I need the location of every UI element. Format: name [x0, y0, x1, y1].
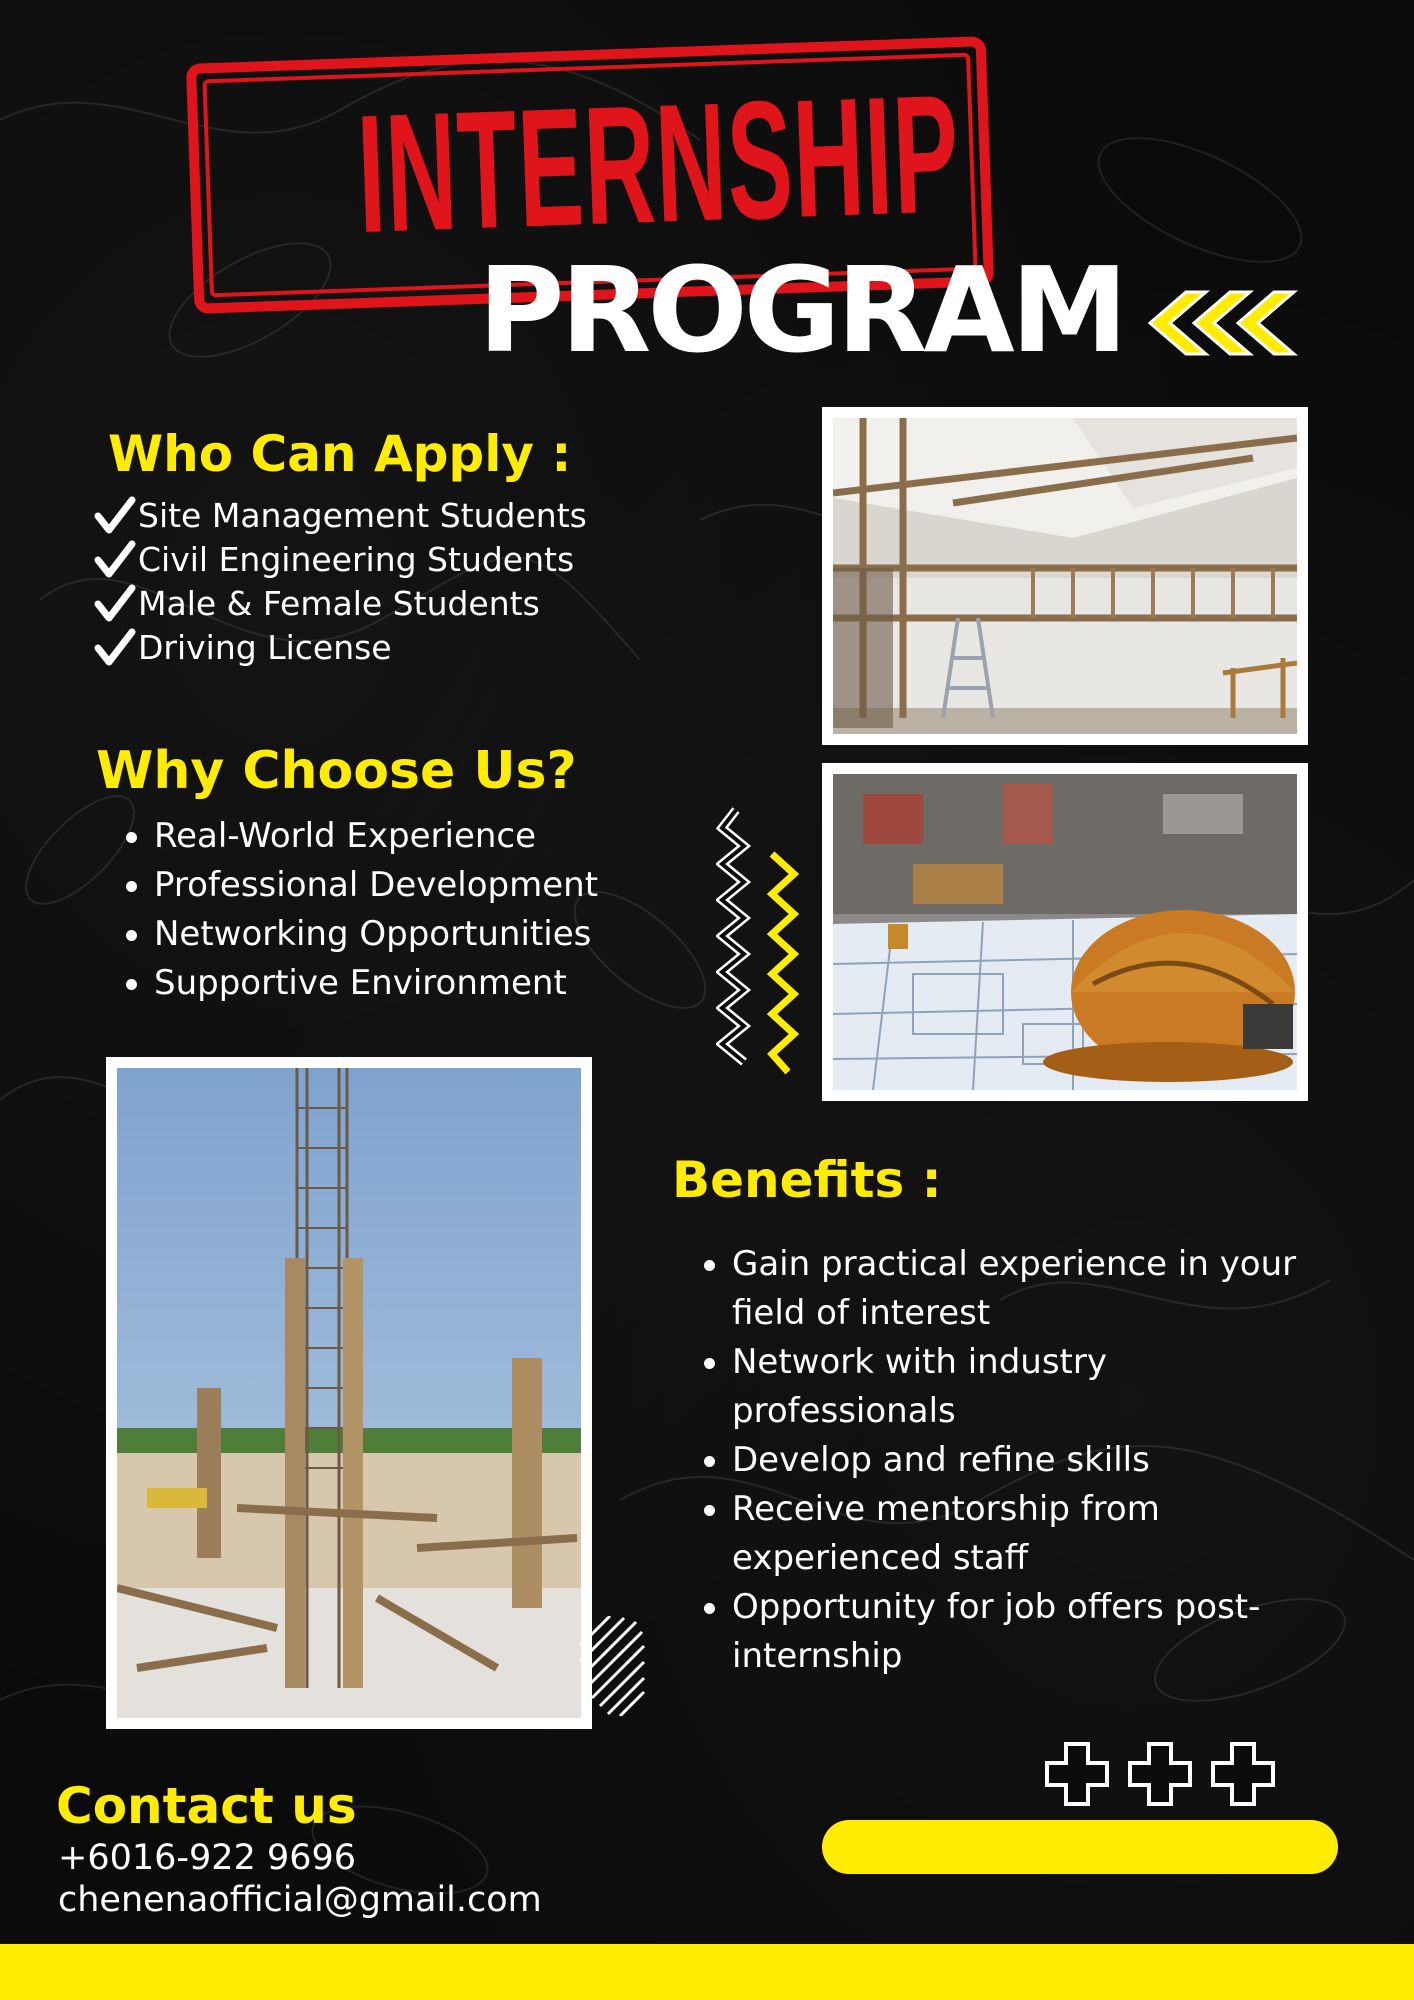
rebar-columns-photo: [106, 1057, 592, 1729]
chevrons-left-icon: [1146, 288, 1306, 358]
list-item: [92, 494, 652, 538]
list-item: Receive mentorship from experienced staff: [698, 1485, 1338, 1583]
list-item: Supportive Environment: [120, 959, 640, 1008]
list-item: Opportunity for job offers post-internship: [698, 1583, 1338, 1681]
list-item: Develop and refine skills: [698, 1436, 1338, 1485]
interior-construction-photo: [822, 407, 1308, 745]
list-item: Gain practical experience in your field of interest: [698, 1240, 1338, 1338]
who-can-apply-list: [92, 494, 652, 670]
list-item: [92, 626, 652, 670]
why-choose-us-list: [120, 812, 640, 1008]
zigzag-decoration: [716, 806, 804, 1076]
why-choose-us-heading: Why Choose Us?: [96, 741, 577, 801]
benefits-heading: Benefits :: [672, 1151, 942, 1209]
list-item-label: Driving License: [138, 628, 392, 667]
check-icon: [92, 494, 136, 538]
list-item: Professional Development: [120, 861, 640, 910]
who-can-apply-heading: Who Can Apply :: [108, 425, 572, 483]
hard-hat-photo: [822, 763, 1308, 1101]
list-item-label: Male & Female Students: [138, 584, 540, 623]
list-item: Real-World Experience: [120, 812, 640, 861]
benefits-list: [698, 1240, 1338, 1681]
yellow-pill-decoration: [822, 1820, 1338, 1874]
contact-heading: Contact us: [56, 1777, 357, 1835]
footer-bar: [0, 1944, 1414, 2000]
contact-email[interactable]: chenenaofficial@gmail.com: [58, 1880, 542, 1920]
check-icon: [92, 626, 136, 670]
list-item: Networking Opportunities: [120, 910, 640, 959]
list-item: [92, 582, 652, 626]
list-item: Network with industry professionals: [698, 1338, 1338, 1436]
plus-outline-icon: [1044, 1740, 1276, 1808]
check-icon: [92, 538, 136, 582]
stamp-title: INTERNSHIP: [354, 59, 963, 269]
list-item-label: Site Management Students: [138, 496, 587, 535]
list-item: [92, 538, 652, 582]
program-title: PROGRAM: [478, 241, 1125, 379]
list-item-label: Civil Engineering Students: [138, 540, 575, 579]
contact-phone[interactable]: +6016-922 9696: [58, 1838, 357, 1878]
check-icon: [92, 582, 136, 626]
hatch-decoration: [580, 1616, 646, 1716]
